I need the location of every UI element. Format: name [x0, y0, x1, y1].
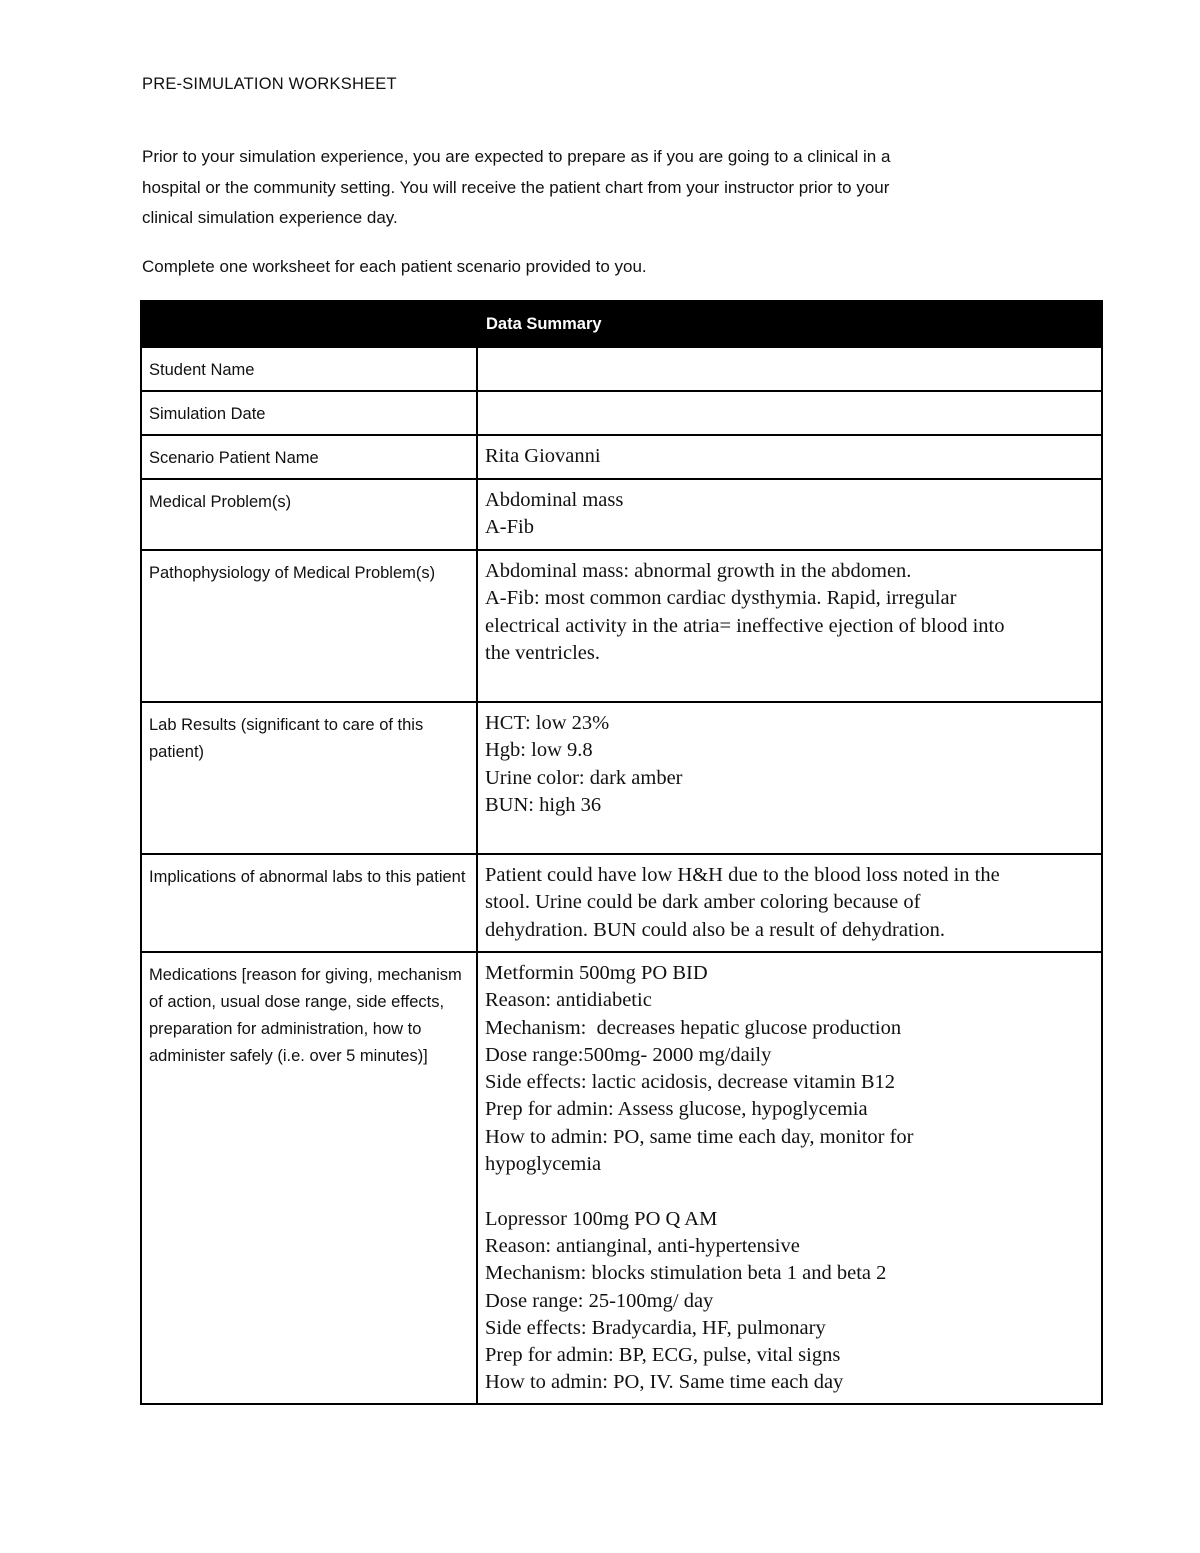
value-line: Abdominal mass [485, 489, 624, 511]
value-line: Patient could have low H&H due to the blood loss noted in the [485, 864, 1000, 886]
value-line: A-Fib [485, 516, 534, 539]
value-line: Dose range: 25-100mg/ day [485, 1289, 714, 1312]
value-line: A-Fib: most common cardiac dysthymia. Rapid, irregular [485, 587, 957, 610]
document-title: PRE-SIMULATION WORKSHEET [142, 75, 397, 93]
value-line: dehydration. BUN could also be a result of dehydration. [485, 918, 945, 941]
row-label: Medications [reason for giving, mechanism of action, usual dose range, side effects, preparation for administration, how to administer safely (i.e. over 5 minutes)] [141, 952, 477, 1404]
value-line: hypoglycemia [485, 1153, 602, 1176]
value-line: Side effects: lactic acidosis, decrease vitamin B12 [485, 1071, 896, 1094]
row-label: Simulation Date [141, 391, 477, 435]
value-line: electrical activity in the atria= ineffective ejection of blood into [485, 614, 1005, 637]
row-value [477, 479, 1102, 550]
value-line: Reason: antidiabetic [485, 989, 652, 1012]
row-label: Pathophysiology of Medical Problem(s) [141, 550, 477, 702]
table-body [141, 347, 1102, 1404]
row-label: Medical Problem(s) [141, 479, 477, 550]
table-row [141, 479, 1102, 550]
table-row [141, 952, 1102, 1404]
row-label: Scenario Patient Name [141, 435, 477, 479]
value-line: Dose range:500mg- 2000 mg/daily [485, 1043, 772, 1066]
row-value [477, 550, 1102, 702]
value-line: HCT: low 23% [485, 712, 610, 734]
value-blank-line [485, 1178, 1093, 1205]
intro-line: hospital or the community setting. You will receive the patient chart from your instructor prior to your [142, 177, 890, 197]
value-line: Mechanism: blocks stimulation beta 1 and beta 2 [485, 1262, 887, 1285]
value-line: Abdominal mass: abnormal growth in the abdomen. [485, 560, 912, 582]
table-row [141, 854, 1102, 952]
table-header [477, 301, 1102, 347]
row-label: Student Name [141, 347, 477, 391]
row-value [477, 952, 1102, 1404]
value-line: Side effects: Bradycardia, HF, pulmonary [485, 1316, 826, 1339]
value-line: Prep for admin: BP, ECG, pulse, vital signs [485, 1344, 841, 1367]
row-value [477, 347, 1102, 391]
table-row [141, 347, 1102, 391]
instruction-text: Complete one worksheet for each patient scenario provided to you. [142, 257, 647, 276]
value-line: Prep for admin: Assess glucose, hypoglycemia [485, 1098, 868, 1121]
row-value [477, 854, 1102, 952]
table-row [141, 550, 1102, 702]
table-row [141, 702, 1102, 854]
value-line: Reason: antianginal, anti-hypertensive [485, 1234, 800, 1257]
value-line: stool. Urine could be dark amber coloring because of [485, 891, 921, 914]
value-line: the ventricles. [485, 641, 600, 664]
table-header-row [141, 301, 1102, 347]
table-header-label: Data Summary [486, 314, 602, 333]
table-row [141, 391, 1102, 435]
value-line: Mechanism: decreases hepatic glucose production [485, 1016, 902, 1039]
value-line: BUN: high 36 [485, 793, 602, 816]
row-value [477, 702, 1102, 854]
intro-paragraph [142, 142, 1062, 234]
value-line: How to admin: PO, same time each day, monitor for [485, 1125, 914, 1148]
intro-line: clinical simulation experience day. [142, 208, 398, 227]
intro-line: Prior to your simulation experience, you are expected to prepare as if you are going to a clinical in a [142, 147, 891, 166]
row-label: Implications of abnormal labs to this patient [141, 854, 477, 952]
value-line: How to admin: PO, IV. Same time each day [485, 1371, 844, 1394]
value-line: Lopressor 100mg PO Q AM [485, 1207, 718, 1230]
row-value [477, 435, 1102, 479]
row-value [477, 391, 1102, 435]
table-row [141, 435, 1102, 479]
header-blank-cell [141, 301, 477, 347]
row-label: Lab Results (significant to care of this patient) [141, 702, 477, 854]
data-summary-table [140, 300, 1103, 1405]
value-line: Hgb: low 9.8 [485, 739, 593, 762]
value-line: Urine color: dark amber [485, 766, 683, 789]
value-line: Rita Giovanni [485, 445, 601, 467]
value-line: Metformin 500mg PO BID [485, 962, 708, 984]
